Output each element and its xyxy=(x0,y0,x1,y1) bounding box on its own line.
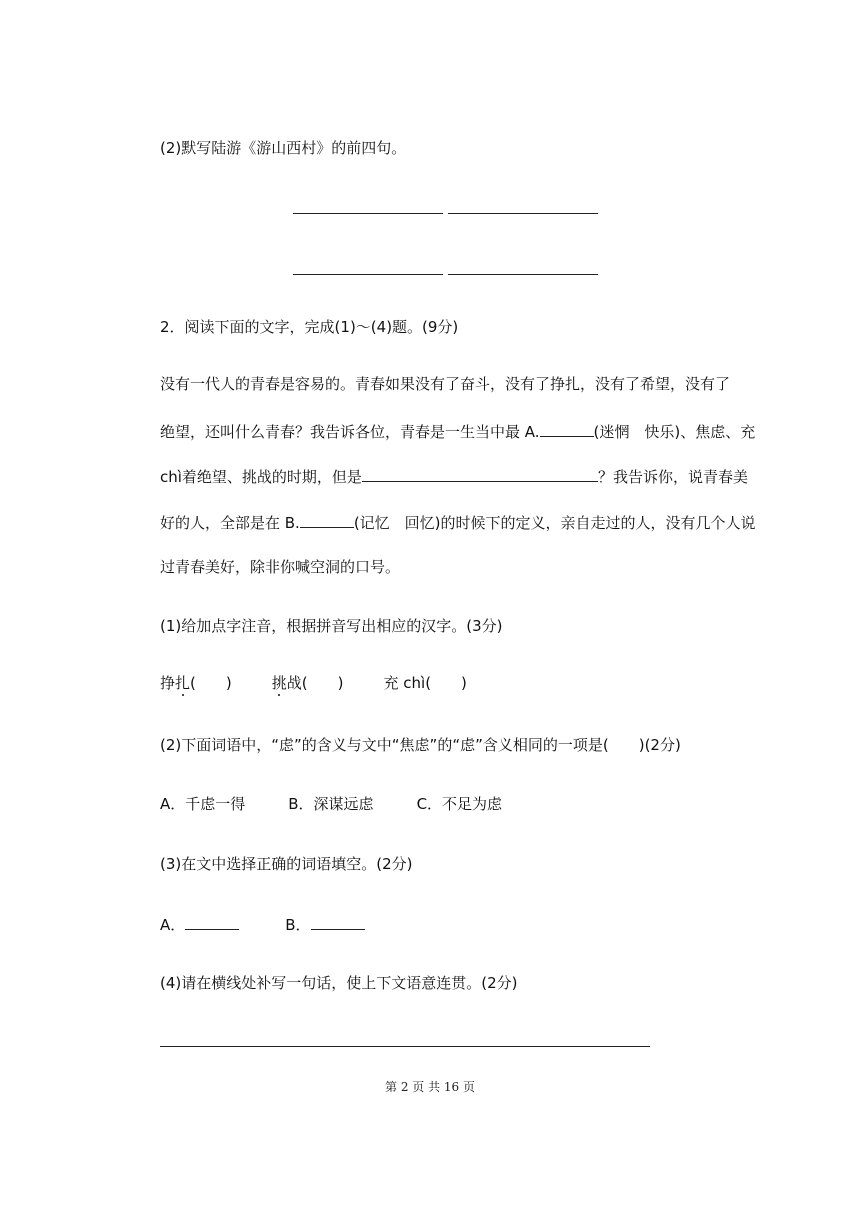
item2-char: 战 xyxy=(286,674,302,692)
item2-dotted-char: 挑 xyxy=(271,674,287,692)
blank-b[interactable] xyxy=(300,512,354,528)
item2-paren[interactable]: ( ) xyxy=(301,674,344,692)
sub2-options xyxy=(160,794,502,814)
passage-line-5 xyxy=(160,557,400,577)
sub4-answer-line[interactable] xyxy=(160,1046,650,1047)
passage-text: ？我告诉你，说青春美 xyxy=(597,468,748,486)
item1-dotted-char: 扎 xyxy=(175,674,191,692)
passage-text: (迷惘 快乐)、焦虑、充 xyxy=(593,423,756,441)
passage-line-2 xyxy=(160,421,755,442)
q2-heading: 2．阅读下面的文字，完成(1)～(4)题。(9分) xyxy=(160,318,459,336)
item1-paren[interactable]: ( ) xyxy=(190,674,232,692)
label-b: B． xyxy=(285,916,311,934)
passage-line-3 xyxy=(160,466,748,487)
answer-blank-2[interactable] xyxy=(448,213,598,214)
sub3-prompt: (3)在文中选择正确的词语填空。(2分) xyxy=(160,855,413,873)
passage-text: 没有一代人的青春是容易的。青春如果没有了奋斗，没有了挣扎，没有了希望，没有了 xyxy=(160,375,731,393)
page-footer: 第 2 页 共 16 页 xyxy=(385,1080,475,1094)
passage-text: chì着绝望、挑战的时期，但是 xyxy=(160,468,362,486)
sub3-blanks xyxy=(160,914,365,935)
q1-part2-prompt: (2)默写陆游《游山西村》的前四句。 xyxy=(160,139,407,157)
option-c[interactable]: C．不足为虑 xyxy=(416,795,503,813)
passage-text: (记忆 回忆)的时候下的定义，亲自走过的人，没有几个人说 xyxy=(353,514,756,532)
blank-sentence[interactable] xyxy=(362,466,598,482)
item1-char: 挣 xyxy=(160,674,176,692)
item3[interactable]: 充 chì( ) xyxy=(383,674,467,692)
passage-text: 过青春美好，除非你喊空洞的口号。 xyxy=(160,558,401,576)
passage-text: 好的人，全部是在 B. xyxy=(160,514,300,532)
passage-text: 绝望，还叫什么青春？我告诉各位，青春是一生当中最 A. xyxy=(160,423,540,441)
sub4-prompt: (4)请在横线处补写一句话，使上下文语意连贯。(2分) xyxy=(160,974,518,992)
label-a: A． xyxy=(160,916,186,934)
passage-line-4 xyxy=(160,512,756,533)
blank-a[interactable] xyxy=(540,421,594,437)
answer-blank-4[interactable] xyxy=(448,274,598,275)
fill-blank-a[interactable] xyxy=(185,914,239,930)
answer-blank-3[interactable] xyxy=(293,274,443,275)
sub2-prompt: (2)下面词语中，“虑”的含义与文中“焦虑”的“虑”含义相同的一项是( )(2分) xyxy=(160,736,681,754)
passage-line-1 xyxy=(160,374,730,394)
fill-blank-b[interactable] xyxy=(311,914,365,930)
answer-blank-1[interactable] xyxy=(293,213,443,214)
option-b[interactable]: B．深谋远虑 xyxy=(288,795,374,813)
option-a[interactable]: A．千虑一得 xyxy=(160,795,246,813)
sub1-items xyxy=(160,673,467,693)
sub1-prompt: (1)给加点字注音，根据拼音写出相应的汉字。(3分) xyxy=(160,617,503,635)
